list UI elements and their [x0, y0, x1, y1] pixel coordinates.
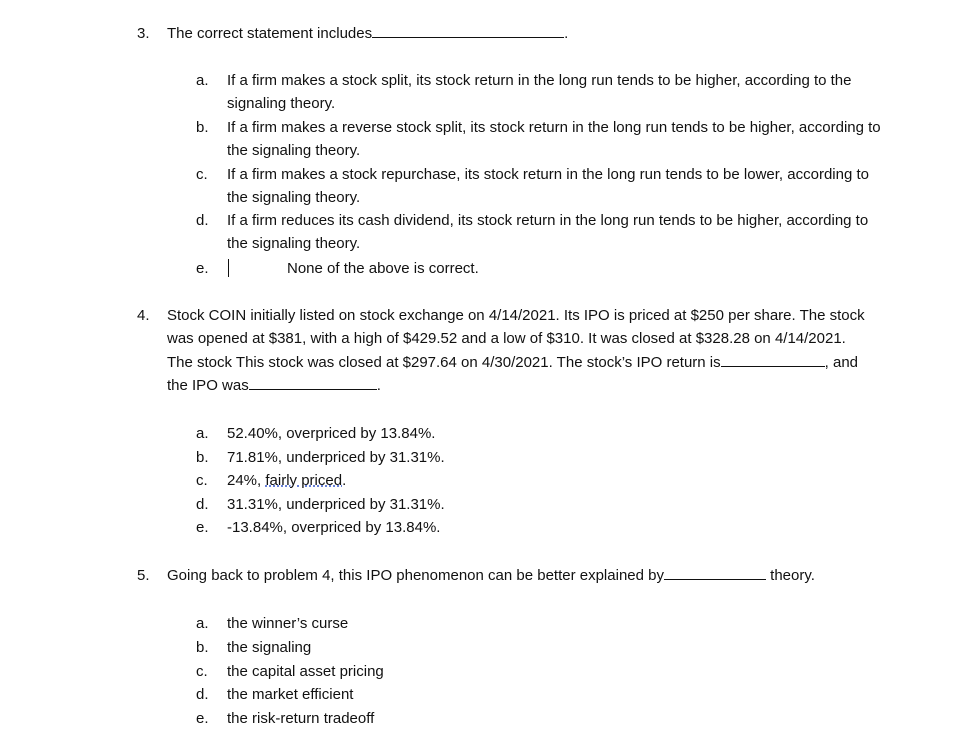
- question-number: 3.: [137, 25, 150, 42]
- option-letter: a.: [196, 615, 209, 632]
- option-letter: e.: [196, 519, 209, 536]
- option-text: None of the above is correct.: [287, 260, 479, 277]
- option-text: the winner’s curse: [227, 615, 349, 632]
- option-letter: b.: [196, 639, 209, 656]
- option-text: 31.31%, underpriced by 31.31%.: [227, 496, 445, 513]
- option-text: -13.84%, overpriced by 13.84%.: [227, 519, 441, 536]
- option-letter: b.: [196, 449, 209, 466]
- question-text: The correct statement includes .: [167, 25, 569, 42]
- option-text: If a firm makes a reverse stock split, its stock return in the long run tends to be higher, according to the signaling theory.: [227, 119, 881, 160]
- option-text: the capital asset pricing: [227, 663, 384, 680]
- option-letter: e.: [196, 260, 209, 277]
- spellcheck-underlined-text: fairly priced: [265, 472, 343, 489]
- option-text: If a firm makes a stock split, its stock return in the long run tends to be higher, according to the signaling theory.: [227, 72, 852, 113]
- text-cursor: [228, 259, 229, 277]
- option-text: If a firm reduces its cash dividend, its stock return in the long run tends to be higher, according to the signaling theory.: [227, 212, 869, 253]
- question-number: 4.: [137, 307, 150, 324]
- question-number: 5.: [137, 567, 150, 584]
- option-letter: e.: [196, 710, 209, 727]
- option-text: If a firm makes a stock repurchase, its stock return in the long run tends to be lower, according to the signaling theory.: [227, 166, 869, 207]
- option-text: 71.81%, underpriced by 31.31%.: [227, 449, 445, 466]
- question-text: Stock COIN initially listed on stock exchange on 4/14/2021. Its IPO is priced at $250 per share. The stock was opened at $381, with a high of $429.52 and a low of $310. It was closed at $328.28 on 4/14/2021. The stock This stock was closed at $297.64 on 4/30/2021. The stock’s IPO return is , and the IPO was .: [167, 307, 865, 394]
- option-text: the signaling: [227, 639, 312, 656]
- question-text: Going back to problem 4, this IPO phenomenon can be better explained by theory.: [167, 567, 815, 584]
- option-text: the risk-return tradeoff: [227, 710, 375, 727]
- option-letter: c.: [196, 166, 208, 183]
- option-text: 52.40%, overpriced by 13.84%.: [227, 425, 436, 442]
- option-text: 24%, fairly priced.: [227, 472, 347, 489]
- answer-blank[interactable]: [664, 565, 766, 580]
- answer-blank[interactable]: [372, 23, 564, 38]
- option-letter: d.: [196, 686, 209, 703]
- option-letter: a.: [196, 425, 209, 442]
- option-letter: c.: [196, 663, 208, 680]
- option-letter: d.: [196, 496, 209, 513]
- option-letter: b.: [196, 119, 209, 136]
- option-letter: a.: [196, 72, 209, 89]
- option-letter: c.: [196, 472, 208, 489]
- option-text: the market efficient: [227, 686, 354, 703]
- option-letter: d.: [196, 212, 209, 229]
- answer-blank[interactable]: [721, 352, 825, 367]
- answer-blank[interactable]: [249, 375, 377, 390]
